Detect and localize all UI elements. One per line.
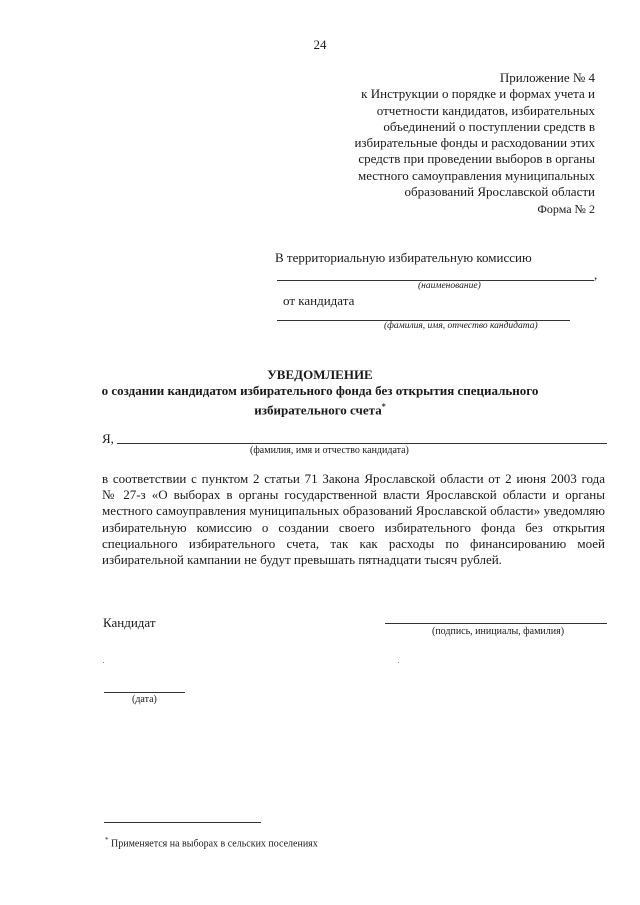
document-title: УВЕДОМЛЕНИЕ — [267, 367, 373, 382]
scan-speck — [103, 662, 104, 663]
document-subtitle-end — [0, 399, 640, 418]
body-line: местного самоуправления муниципальных образований Ярославской области» уведомляю — [102, 503, 605, 519]
appendix-header — [295, 70, 595, 200]
appendix-line: местного самоуправления муниципальных — [357, 167, 595, 183]
scan-speck — [398, 662, 399, 663]
candidate-name-caption: (фамилия, имя, отчество кандидата) — [384, 321, 538, 331]
commission-name-caption: (наименование) — [418, 281, 481, 291]
footnote-text: Применяется на выборах в сельских поселениях — [111, 838, 318, 850]
date-caption: (дата) — [132, 694, 157, 705]
appendix-line: к Инструкции о порядке и формах учета и — [361, 86, 595, 102]
body-line: избирательную комиссию о создании своего избирательного фонда без открытия — [102, 519, 605, 535]
footnote-separator — [104, 822, 261, 823]
body-line: № 27-з «О выборах в органы государственной власти Ярославской области и органы — [102, 487, 605, 503]
form-number: Форма № 2 — [537, 202, 595, 216]
appendix-line: отчетности кандидатов, избирательных — [376, 102, 595, 118]
declarant-name-caption: (фамилия, имя и отчество кандидата) — [250, 445, 409, 456]
from-candidate-label: от кандидата — [283, 293, 355, 308]
appendix-line: средств при проведении выборов в органы — [358, 151, 595, 167]
appendix-line: объединений о поступлении средств в — [383, 118, 595, 134]
date-line — [104, 692, 185, 693]
body-line: специального избирательного счета, так как расходы по финансированию моей — [102, 535, 605, 551]
footnote-mark: * — [105, 836, 109, 844]
trailing-comma: , — [594, 267, 598, 282]
signature-caption: (подпись, инициалы, фамилия) — [432, 626, 565, 637]
page-number: 24 — [313, 37, 327, 52]
signature-line — [385, 623, 607, 624]
footnote-reference: * — [381, 402, 386, 411]
candidate-signature-label: Кандидат — [103, 615, 156, 630]
declarant-name-line — [117, 443, 607, 444]
body-line: в соответствии с пунктом 2 статьи 71 Закона Ярославской области от 2 июня 2003 года — [102, 471, 605, 486]
document-subtitle: о создании кандидатом избирательного фонда без открытия специального — [101, 383, 539, 398]
addressee-label: В территориальную избирательную комиссию — [275, 250, 532, 265]
footnote — [105, 836, 318, 849]
appendix-line: избирательные фонды и расходовании этих — [354, 135, 595, 151]
declarant-prefix: Я, — [102, 431, 114, 446]
notification-body — [102, 471, 605, 568]
appendix-line: Приложение № 4 — [499, 70, 595, 85]
appendix-line: образований Ярославской области — [404, 184, 595, 200]
subtitle-text: избирательного счета — [254, 402, 382, 418]
body-line: избирательной кампании не будут превышать пятнадцати тысяч рублей. — [102, 552, 502, 568]
